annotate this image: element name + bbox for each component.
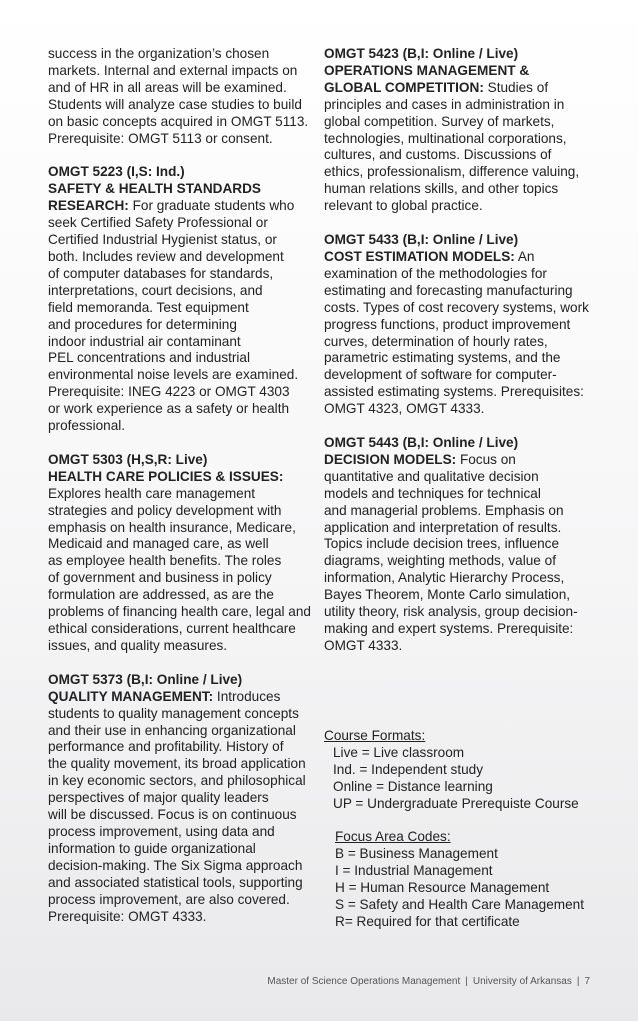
body-line: professional. bbox=[48, 418, 126, 434]
course-description-start: For graduate students who bbox=[128, 198, 295, 214]
body-line: application and interpretation of results. bbox=[324, 519, 562, 535]
legend-item: I = Industrial Management bbox=[335, 862, 493, 878]
body-line: indoor industrial air contaminant bbox=[48, 333, 241, 349]
body-line: diagrams, weighting methods, value of bbox=[324, 553, 556, 569]
focus-area-codes-legend bbox=[335, 829, 584, 930]
body-line: will be discussed. Focus is on continuous bbox=[48, 807, 297, 823]
continuation-paragraph bbox=[48, 46, 318, 147]
body-line: information to guide organizational bbox=[48, 840, 256, 856]
body-line: ethics, professionalism, difference valuing, bbox=[324, 164, 580, 180]
body-line: issues, and quality measures. bbox=[48, 637, 228, 653]
body-line: in key economic sectors, and philosophical bbox=[48, 773, 306, 789]
course-entry bbox=[324, 46, 596, 215]
body-line: principles and cases in administration in bbox=[324, 96, 565, 112]
course-formats-legend bbox=[324, 728, 579, 813]
body-line: and procedures for determining bbox=[48, 316, 237, 332]
course-title: OPERATIONS MANAGEMENT & bbox=[324, 62, 530, 78]
course-title: COST ESTIMATION MODELS: bbox=[324, 248, 515, 264]
body-line: interpretations, court decisions, and bbox=[48, 282, 263, 298]
legend-item: UP = Undergraduate Prerequiste Course bbox=[333, 795, 579, 811]
course-title: QUALITY MANAGEMENT: bbox=[48, 688, 214, 704]
body-line: progress functions, product improvement bbox=[324, 316, 571, 332]
body-line: Bayes Theorem, Monte Carlo simulation, bbox=[324, 587, 571, 603]
body-line: Medicaid and managed care, as well bbox=[48, 536, 269, 552]
body-line: decision-making. The Six Sigma approach bbox=[48, 857, 303, 873]
body-line: assisted estimating systems. Prerequisites: bbox=[324, 384, 584, 400]
body-line: field memoranda. Test equipment bbox=[48, 299, 249, 315]
body-line: costs. Types of cost recovery systems, work bbox=[324, 299, 589, 315]
body-line: curves, determination of hourly rates, bbox=[324, 333, 548, 349]
body-line: models and techniques for technical bbox=[324, 485, 541, 501]
body-line: process improvement, using data and bbox=[48, 823, 275, 839]
body-line: and of HR in all areas will be examined. bbox=[48, 79, 287, 95]
body-line: Prerequisite: OMGT 4333. bbox=[48, 908, 207, 924]
body-line: technologies, multinational corporations, bbox=[324, 130, 567, 146]
body-line: cultures, and customs. Discussions of bbox=[324, 147, 552, 163]
course-title: SAFETY & HEALTH STANDARDS bbox=[48, 181, 261, 197]
body-line: process improvement, are also covered. bbox=[48, 891, 290, 907]
course-title-line bbox=[324, 452, 596, 469]
course-entry bbox=[48, 164, 318, 435]
body-line: parametric estimating systems, and the bbox=[324, 350, 561, 366]
course-description-start: Introduces bbox=[213, 688, 281, 704]
body-line: formulation are addressed, as are the bbox=[48, 587, 274, 603]
footer-program: Master of Science Operations Management bbox=[267, 976, 461, 987]
legend-item: Ind. = Independent study bbox=[333, 761, 484, 777]
course-description-start: Focus on bbox=[456, 451, 516, 467]
body-line: of government and business in policy bbox=[48, 570, 272, 586]
body-line: estimating and forecasting manufacturing bbox=[324, 282, 573, 298]
legend-heading: Focus Area Codes: bbox=[335, 829, 451, 844]
body-line: emphasis on health insurance, Medicare, bbox=[48, 519, 296, 535]
body-line: environmental noise levels are examined. bbox=[48, 367, 299, 383]
legend-item: R= Required for that certificate bbox=[335, 913, 520, 929]
body-line: Prerequisite: OMGT 5113 or consent. bbox=[48, 130, 273, 146]
footer-separator: | bbox=[465, 976, 468, 987]
course-title: RESEARCH: bbox=[48, 198, 129, 214]
left-column bbox=[48, 46, 318, 942]
course-code: OMGT 5303 (H,S,R: Live) bbox=[48, 451, 208, 467]
body-line: Students will analyze case studies to build bbox=[48, 96, 302, 112]
body-line: human relations skills, and other topics bbox=[324, 181, 559, 197]
body-line: success in the organization’s chosen bbox=[48, 46, 270, 61]
course-entry bbox=[48, 452, 318, 655]
legend-item: B = Business Management bbox=[335, 845, 498, 861]
course-entry bbox=[324, 435, 596, 655]
body-line: and managerial problems. Emphasis on bbox=[324, 502, 564, 518]
body-line: ethical considerations, current healthcare bbox=[48, 621, 296, 636]
course-title: GLOBAL COMPETITION: bbox=[324, 79, 484, 95]
body-line: Prerequisite: INEG 4223 or OMGT 4303 bbox=[48, 384, 290, 400]
body-line: development of software for computer- bbox=[324, 367, 557, 383]
course-title: HEALTH CARE POLICIES & ISSUES: bbox=[48, 468, 284, 484]
course-code: OMGT 5423 (B,I: Online / Live) bbox=[324, 46, 519, 61]
body-line: both. Includes review and development bbox=[48, 248, 284, 264]
body-line: on basic concepts acquired in OMGT 5113. bbox=[48, 113, 309, 129]
body-line: global competition. Survey of markets, bbox=[324, 113, 555, 129]
course-title-line bbox=[324, 249, 596, 266]
legend-item: Online = Distance learning bbox=[333, 778, 493, 794]
legend-item: S = Safety and Health Care Management bbox=[335, 896, 584, 912]
course-description-start: An bbox=[514, 248, 535, 264]
body-line: or work experience as a safety or health bbox=[48, 401, 290, 417]
course-description-start: Studies of bbox=[483, 79, 549, 95]
body-line: utility theory, risk analysis, group decision- bbox=[324, 604, 578, 620]
body-line: seek Certified Safety Professional or bbox=[48, 215, 268, 231]
footer-separator: | bbox=[576, 976, 580, 987]
course-code: OMGT 5223 (I,S: Ind.) bbox=[48, 164, 185, 180]
course-code: OMGT 5443 (B,I: Online / Live) bbox=[324, 435, 519, 451]
body-line: perspectives of major quality leaders bbox=[48, 790, 269, 806]
legend-item: H = Human Resource Management bbox=[335, 879, 550, 895]
course-code: OMGT 5373 (B,I: Online / Live) bbox=[48, 671, 243, 687]
body-line: relevant to global practice. bbox=[324, 198, 483, 214]
body-line: strategies and policy development with bbox=[48, 502, 282, 518]
course-title-line bbox=[48, 198, 318, 215]
course-code: OMGT 5433 (B,I: Online / Live) bbox=[324, 232, 519, 248]
body-line: students to quality management concepts bbox=[48, 705, 299, 721]
body-line: Certified Industrial Hygienist status, or bbox=[48, 232, 277, 248]
page-footer bbox=[0, 976, 590, 987]
course-title: DECISION MODELS: bbox=[324, 451, 457, 467]
page-number: 7 bbox=[584, 976, 590, 987]
course-entry bbox=[48, 672, 318, 926]
body-line: performance and profitability. History of bbox=[48, 739, 284, 755]
body-line: Topics include decision trees, influence bbox=[324, 536, 560, 552]
right-column bbox=[324, 46, 596, 672]
course-title-line bbox=[324, 80, 596, 97]
body-line: OMGT 4323, OMGT 4333. bbox=[324, 401, 485, 417]
body-line: and associated statistical tools, supporting bbox=[48, 874, 303, 890]
body-line: the quality movement, its broad application bbox=[48, 756, 306, 772]
body-line: quantitative and qualitative decision bbox=[324, 468, 539, 484]
body-line: examination of the methodologies for bbox=[324, 265, 547, 281]
legend-heading: Course Formats: bbox=[324, 728, 426, 743]
course-title-line bbox=[48, 689, 318, 706]
body-line: markets. Internal and external impacts on bbox=[48, 62, 298, 78]
body-line: and their use in enhancing organizational bbox=[48, 722, 296, 738]
course-entry bbox=[324, 232, 596, 418]
legend-item: Live = Live classroom bbox=[333, 744, 465, 760]
body-line: PEL concentrations and industrial bbox=[48, 350, 251, 366]
body-line: problems of financing health care, legal and bbox=[48, 604, 311, 620]
body-line: making and expert systems. Prerequisite: bbox=[324, 621, 574, 636]
body-line: of computer databases for standards, bbox=[48, 265, 274, 281]
body-line: OMGT 4333. bbox=[324, 637, 403, 653]
body-line: information, Analytic Hierarchy Process, bbox=[324, 570, 565, 586]
body-line: Explores health care management bbox=[48, 485, 256, 501]
body-line: as employee health benefits. The roles bbox=[48, 553, 282, 569]
footer-university: University of Arkansas bbox=[472, 976, 572, 987]
